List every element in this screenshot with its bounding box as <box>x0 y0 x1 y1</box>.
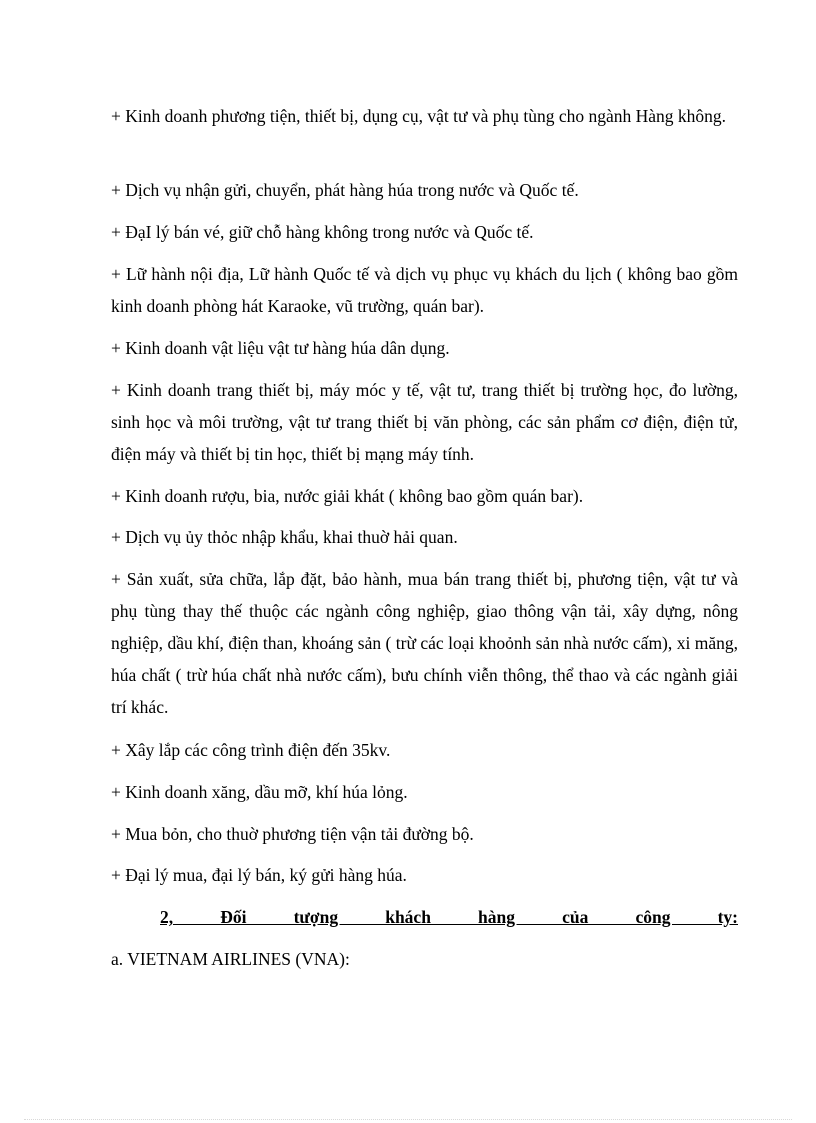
list-item: + Dịch vụ ủy thỏc nhập khẩu, khai thuờ hải quan. <box>111 527 458 547</box>
list-item: + Sản xuất, sửa chữa, lắp đặt, bảo hành, mua bán trang thiết bị, phương tiện, vật tư và phụ tùng thay thế thuộc các ngành công nghiệp, giao thông vận tải, xây dựng, nông nghiệp, dầu khí, điện than, khoáng sản ( trừ các loại khoỏnh sản nhà nước cấm), xi măng, húa chất ( trừ húa chất nhà nước cấm), bưu chính viễn thông, thể thao và các ngành giải trí khác. <box>111 569 738 717</box>
list-item: + Xây lắp các công trình điện đến 35kv. <box>111 740 391 760</box>
page-bottom-divider <box>24 1119 792 1120</box>
list-item: + Kinh doanh vật liệu vật tư hàng húa dân dụng. <box>111 338 450 358</box>
list-item: + Dịch vụ nhận gửi, chuyển, phát hàng húa trong nước và Quốc tế. <box>111 180 579 200</box>
list-item: + Kinh doanh trang thiết bị, máy móc y tế, vật tư, trang thiết bị trường học, đo lường, sinh học và môi trường, vật tư trang thiết bị văn phòng, các sản phẩm cơ điện, điện tử, điện máy và thiết bị tin học, thiết bị mạng máy tính. <box>111 380 738 464</box>
list-item: + ĐạI lý bán vé, giữ chỗ hàng không trong nước và Quốc tế. <box>111 222 534 242</box>
list-item: + Lữ hành nội địa, Lữ hành Quốc tế và dịch vụ phục vụ khách du lịch ( không bao gồm kinh doanh phòng hát Karaoke, vũ trường, quán bar). <box>111 264 738 316</box>
list-item: + Mua bỏn, cho thuờ phương tiện vận tải đường bộ. <box>111 824 474 844</box>
list-item: + Kinh doanh rượu, bia, nước giải khát ( không bao gồm quán bar). <box>111 486 584 506</box>
list-item: + Kinh doanh phương tiện, thiết bị, dụng cụ, vật tư và phụ tùng cho ngành Hàng không. <box>111 106 727 126</box>
section-heading: 2, Đối tượng khách hàng của công ty: <box>160 907 738 927</box>
list-item: + Đại lý mua, đại lý bán, ký gửi hàng húa. <box>111 865 407 885</box>
subsection-heading: a. VIETNAM AIRLINES (VNA): <box>111 949 350 969</box>
list-item: + Kinh doanh xăng, dầu mỡ, khí húa lỏng. <box>111 782 408 802</box>
